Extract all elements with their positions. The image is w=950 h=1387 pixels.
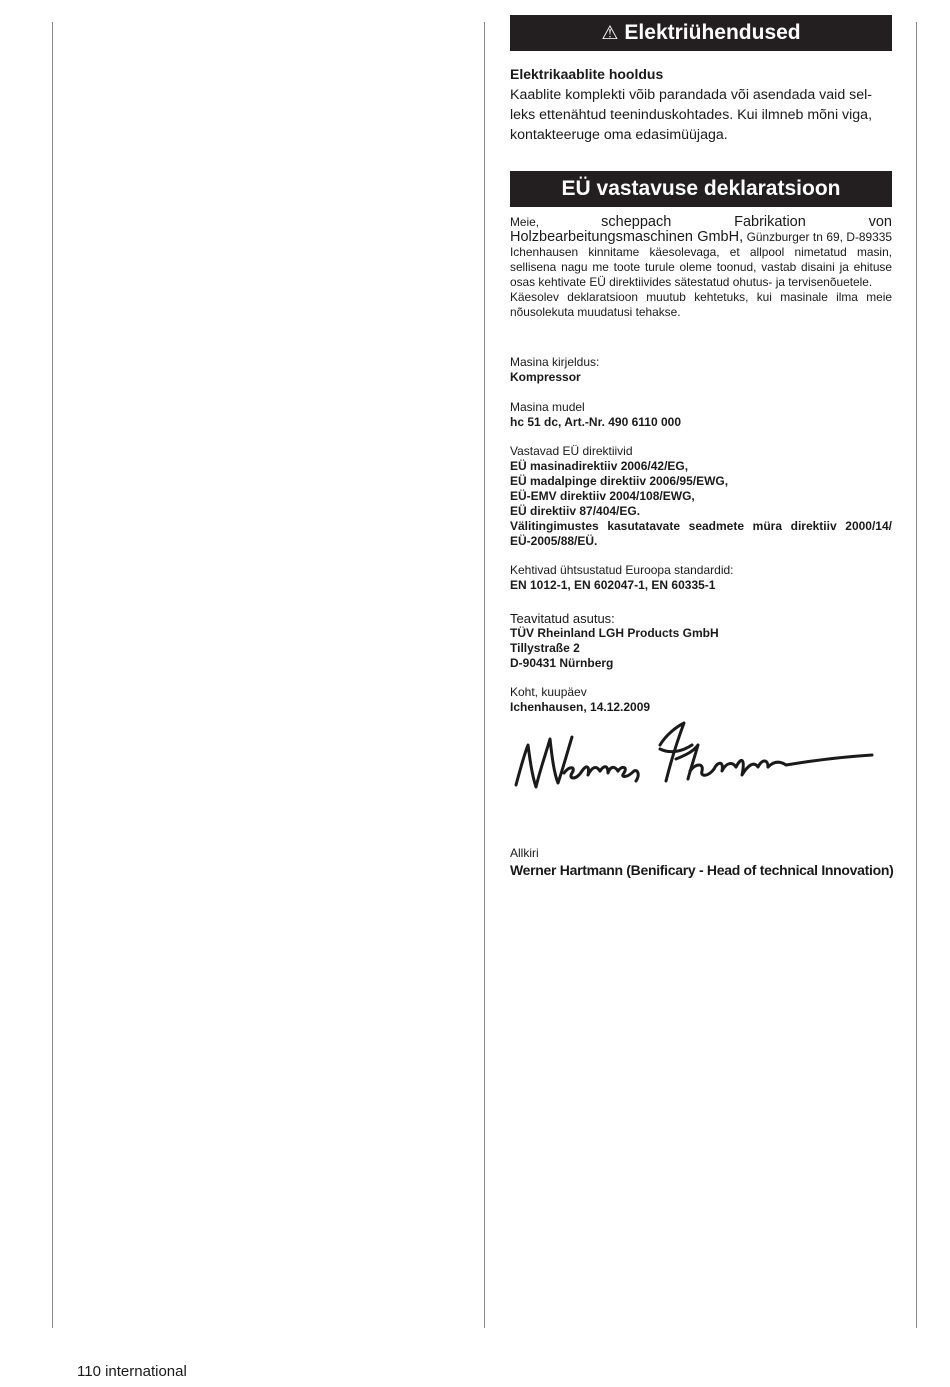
machine-desc-value: Kompressor [510,370,581,384]
intro-company: scheppach Fabrikation von Holzbearbeitungsmaschinen GmbH, [510,214,892,245]
intro-rest: Günzburger tn 69, D-89335 Ichenhausen kinnitame käesolevaga, et allpool nimetatud masin, sellisena nagu me toote turule oleme toonud, vastab disaini ja ehituse osas kehtivate EÜ direktiivides sätestatud ohutus- ja tervisenõuetele. [510,230,893,289]
intro-meie: Meie, [510,215,540,229]
signature-label: Allkiri [510,846,539,860]
declaration-section-header [510,171,892,207]
left-margin-rule [52,22,53,1328]
declaration-section-title: EÜ vastavuse deklaratsioon [561,177,841,200]
invalid-note: Käesolev deklaratsioon muutub kehtetuks, kui masinale ilma meie nõusolekuta muudatusi tehakse. [510,290,892,319]
cable-maintenance-text: Kaablite komplekti võib parandada või asendada vaid sel-leks ettenähtud teeninduskohtades. Kui ilmneb mõni viga, kontakteeruge oma edasimüüjaga. [510,87,873,143]
machine-model-value: hc 51 dc, Art.-Nr. 490 6110 000 [510,415,681,429]
cable-maintenance-heading: Elektrikaablite hooldus [510,66,664,82]
notified-body-label: Teavitatud asutus: [510,611,615,626]
notified-body-line: TÜV Rheinland LGH Products GmbH [510,626,719,640]
directive-item: EÜ madalpinge direktiiv 2006/95/EWG, [510,474,729,488]
standards-label: Kehtivad ühtsustatud Euroopa standardid: [510,563,734,577]
declaration-intro [510,215,892,320]
electrical-section-header [510,15,892,51]
place-date-label: Koht, kuupäev [510,685,587,699]
directive-item: Välitingimustes kasutatavate seadmete müra direktiiv 2000/14/ EÜ-2005/88/EÜ. [510,519,892,548]
machine-model-label: Masina mudel [510,400,585,414]
notified-body-line: Tillystraße 2 [510,641,580,655]
machine-desc-label: Masina kirjeldus: [510,355,600,369]
notified-body-line: D-90431 Nürnberg [510,656,614,670]
place-date-value: Ichenhausen, 14.12.2009 [510,700,651,714]
signatory-name: Werner Hartmann (Benificary - Head of technical Innovation) [510,862,894,878]
standards-value: EN 1012-1, EN 602047-1, EN 60335-1 [510,578,716,592]
electrical-section-title: Elektriühendused [624,21,801,44]
directive-item: EÜ-EMV direktiiv 2004/108/EWG, [510,489,695,503]
page-footer: 110 international [77,1363,187,1380]
column-divider-rule [484,22,485,1328]
right-margin-rule [916,22,917,1328]
directives-label: Vastavad EÜ direktiivid [510,444,633,458]
warning-triangle-icon: ⚠ [601,23,619,44]
directive-item: EÜ direktiiv 87/404/EG. [510,504,641,518]
handwritten-signature [510,715,880,795]
directive-item: EÜ masinadirektiiv 2006/42/EG, [510,459,689,473]
